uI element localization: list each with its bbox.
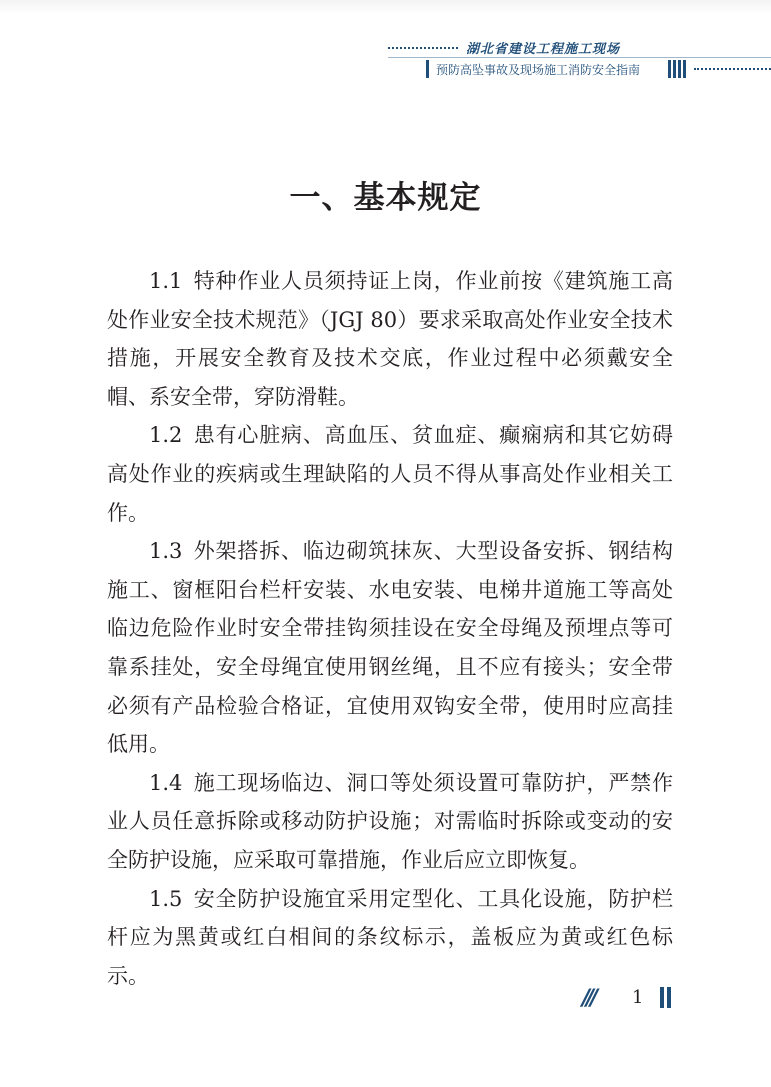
paragraph-1-1 xyxy=(107,262,673,416)
running-header-subtitle: 预防高坠事故及现场施工消防安全指南 xyxy=(436,63,641,77)
paragraph-text: 患有心脏病、高血压、贫血症、癫痫病和其它妨碍高处作业的疾病或生理缺陷的人员不得从事高处作业相关工作。 xyxy=(107,423,673,525)
paragraph-1-2 xyxy=(107,416,673,532)
top-band xyxy=(0,0,771,14)
footer-slashes-decoration: /// xyxy=(582,986,595,1011)
footer-bars-decoration xyxy=(660,987,674,1008)
header-bar-decoration xyxy=(426,60,429,78)
header-bars-decoration xyxy=(668,60,688,78)
header-dotted-line-right xyxy=(694,68,771,70)
paragraph-1-5 xyxy=(107,880,673,996)
paragraph-1-4 xyxy=(107,764,673,880)
paragraph-number: 1.3 xyxy=(149,539,183,564)
running-header-title: 湖北省建设工程施工现场 xyxy=(466,42,621,57)
body-text xyxy=(107,262,673,995)
paragraph-text: 特种作业人员须持证上岗，作业前按《建筑施工高处作业安全技术规范》（JGJ 80）要求采取高处作业安全技术措施，开展安全教育及技术交底，作业过程中必须戴安全帽、系安全带，穿防滑鞋。 xyxy=(107,269,673,409)
paragraph-text: 安全防护设施宜采用定型化、工具化设施，防护栏杆应为黑黄或红白相间的条纹标示，盖板应为黄或红色标示。 xyxy=(107,886,673,988)
paragraph-text: 施工现场临边、洞口等处须设置可靠防护，严禁作业人员任意拆除或移动防护设施；对需临时拆除或变动的安全防护设施，应采取可靠措施，作业后应立即恢复。 xyxy=(107,770,673,872)
running-header-title-row xyxy=(388,38,688,58)
paragraph-number: 1.1 xyxy=(149,269,183,293)
page-footer xyxy=(582,986,692,1010)
page-number: 1 xyxy=(632,987,644,1008)
paragraph-1-3 xyxy=(107,532,673,764)
running-header-subtitle-row xyxy=(426,60,771,78)
header-rule xyxy=(388,57,771,58)
paragraph-number: 1.4 xyxy=(149,770,183,795)
paragraph-text: 外架搭拆、临边砌筑抹灰、大型设备安拆、钢结构施工、窗框阳台栏杆安装、水电安装、电梯井道施工等高处临边危险作业时安全带挂钩须挂设在安全母绳及预埋点等可靠系挂处，安全母绳宜使用钢丝绳，且不应有接头；安全带必须有产品检验合格证，宜使用双钩安全带，使用时应高挂低用。 xyxy=(107,539,673,757)
chapter-title: 一、基本规定 xyxy=(289,180,482,216)
paragraph-number: 1.5 xyxy=(149,886,183,911)
header-dotted-line xyxy=(388,47,458,49)
paragraph-number: 1.2 xyxy=(149,423,183,448)
